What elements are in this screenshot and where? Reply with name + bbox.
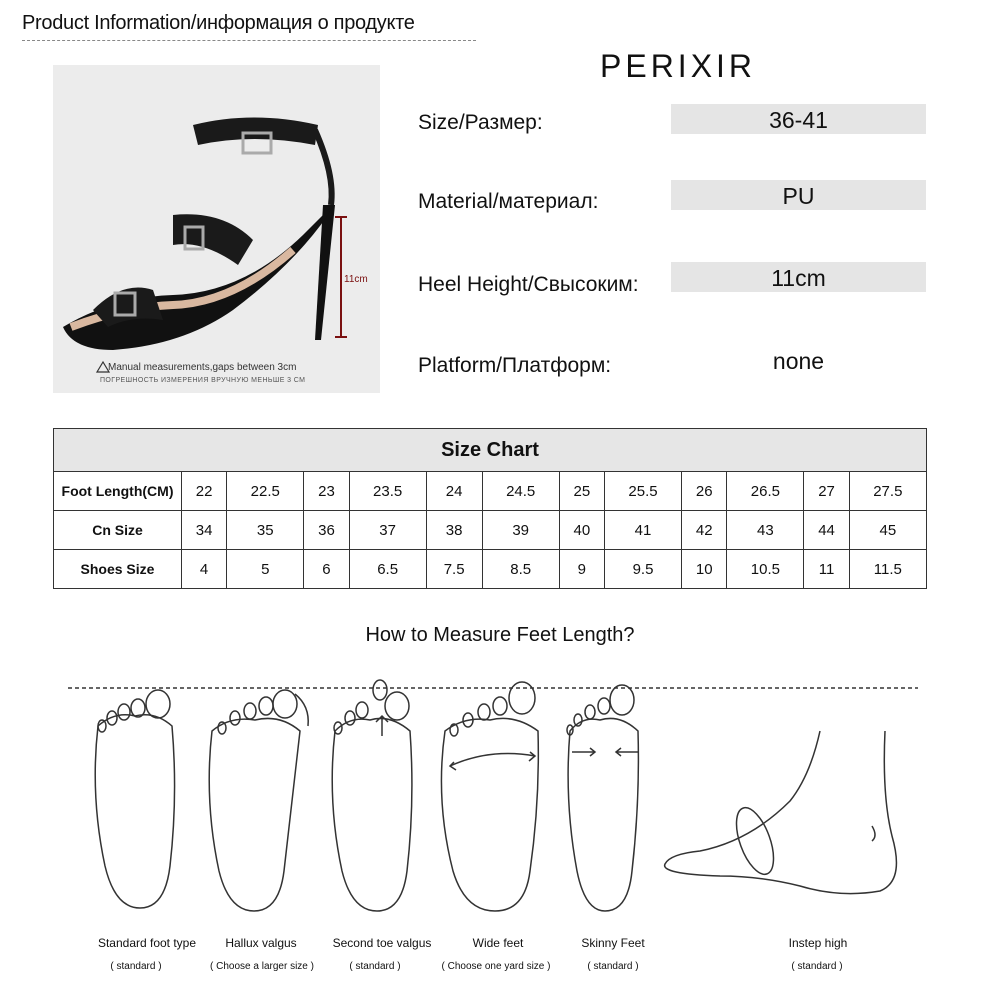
table-cell: 36: [304, 511, 349, 550]
table-cell: 11.5: [849, 550, 926, 589]
table-cell: 25: [559, 472, 604, 511]
table-cell: 42: [682, 511, 727, 550]
table-cell: 27: [804, 472, 849, 511]
table-row-cn-size: [54, 511, 927, 550]
table-cell: 43: [727, 511, 804, 550]
foot-note-instep-high: ( standard ): [791, 961, 843, 972]
foot-label-standard: Standard foot type: [97, 936, 197, 950]
spec-label-material: Material/материал:: [418, 190, 599, 213]
foot-label-instep-high: Instep high: [788, 936, 848, 950]
spec-value-heel-height: 11cm: [771, 265, 826, 291]
table-row-shoes-size: [54, 550, 927, 589]
feet-illustration: [60, 676, 930, 916]
foot-label-hallux-valgus: Hallux valgus: [225, 936, 297, 950]
table-cell: 9.5: [604, 550, 681, 589]
product-photo: [53, 65, 380, 393]
table-cell: 6: [304, 550, 349, 589]
foot-note-wide-feet: ( Choose one yard size ): [441, 961, 551, 972]
table-cell: 11: [804, 550, 849, 589]
table-cell: 34: [182, 511, 227, 550]
spec-label-platform: Platform/Платформ:: [418, 354, 612, 377]
measurement-note: Manual measurements,gaps between 3cm: [108, 362, 297, 373]
size-chart-table: [53, 428, 927, 589]
spec-value-platform: none: [772, 348, 825, 374]
table-cell: 9: [559, 550, 604, 589]
table-cell: 39: [482, 511, 559, 550]
table-cell: 40: [559, 511, 604, 550]
hallux-valgus-icon: [209, 690, 308, 911]
table-cell: 35: [227, 511, 304, 550]
sandal-image: [53, 65, 380, 393]
foot-label-skinny-feet: Skinny Feet: [581, 936, 645, 950]
table-cell: 10: [682, 550, 727, 589]
second-toe-valgus-icon: [332, 680, 412, 911]
table-cell: 41: [604, 511, 681, 550]
table-cell: 26.5: [727, 472, 804, 511]
foot-label-wide-feet: Wide feet: [472, 936, 524, 950]
table-cell: 22: [182, 472, 227, 511]
measurement-note-ru: ПОГРЕШНОСТЬ ИЗМЕРЕНИЯ ВРУЧНУЮ МЕНЬШЕ 3 СМ: [100, 377, 306, 384]
table-cell: 45: [849, 511, 926, 550]
page-title: Product Information/информация о продукте: [22, 12, 415, 34]
row-header: Foot Length(CM): [54, 472, 182, 511]
table-cell: 7.5: [426, 550, 482, 589]
table-cell: 23: [304, 472, 349, 511]
foot-note-hallux-valgus: ( Choose a larger size ): [210, 961, 314, 972]
table-cell: 24.5: [482, 472, 559, 511]
brand-name: PERIXIR: [600, 48, 757, 84]
title-divider: [22, 40, 476, 41]
table-cell: 8.5: [482, 550, 559, 589]
table-cell: 10.5: [727, 550, 804, 589]
size-chart-title: Size Chart: [54, 429, 927, 472]
table-cell: 26: [682, 472, 727, 511]
table-cell: 23.5: [349, 472, 426, 511]
foot-note-skinny-feet: ( standard ): [587, 961, 639, 972]
skinny-feet-icon: [567, 685, 638, 911]
heel-height-label: 11cm: [344, 274, 368, 285]
foot-note-second-toe-valgus: ( standard ): [349, 961, 401, 972]
table-cell: 22.5: [227, 472, 304, 511]
spec-value-material: PU: [782, 183, 815, 209]
table-cell: 27.5: [849, 472, 926, 511]
wide-feet-icon: [441, 682, 538, 911]
table-cell: 37: [349, 511, 426, 550]
table-row-foot-length: [54, 472, 927, 511]
foot-note-standard: ( standard ): [110, 961, 162, 972]
table-cell: 38: [426, 511, 482, 550]
standard-foot-icon: [95, 690, 174, 908]
table-cell: 24: [426, 472, 482, 511]
table-cell: 4: [182, 550, 227, 589]
table-cell: 5: [227, 550, 304, 589]
foot-label-second-toe-valgus: Second toe valgus: [332, 936, 432, 950]
instep-high-icon: [665, 731, 897, 894]
table-cell: 6.5: [349, 550, 426, 589]
spec-value-size: 36-41: [769, 107, 828, 133]
measure-section-title: How to Measure Feet Length?: [365, 624, 635, 646]
spec-label-heel-height: Heel Height/Свысоким:: [418, 273, 639, 296]
table-cell: 25.5: [604, 472, 681, 511]
row-header: Shoes Size: [54, 550, 182, 589]
row-header: Cn Size: [54, 511, 182, 550]
table-cell: 44: [804, 511, 849, 550]
spec-label-size: Size/Размер:: [418, 111, 543, 134]
